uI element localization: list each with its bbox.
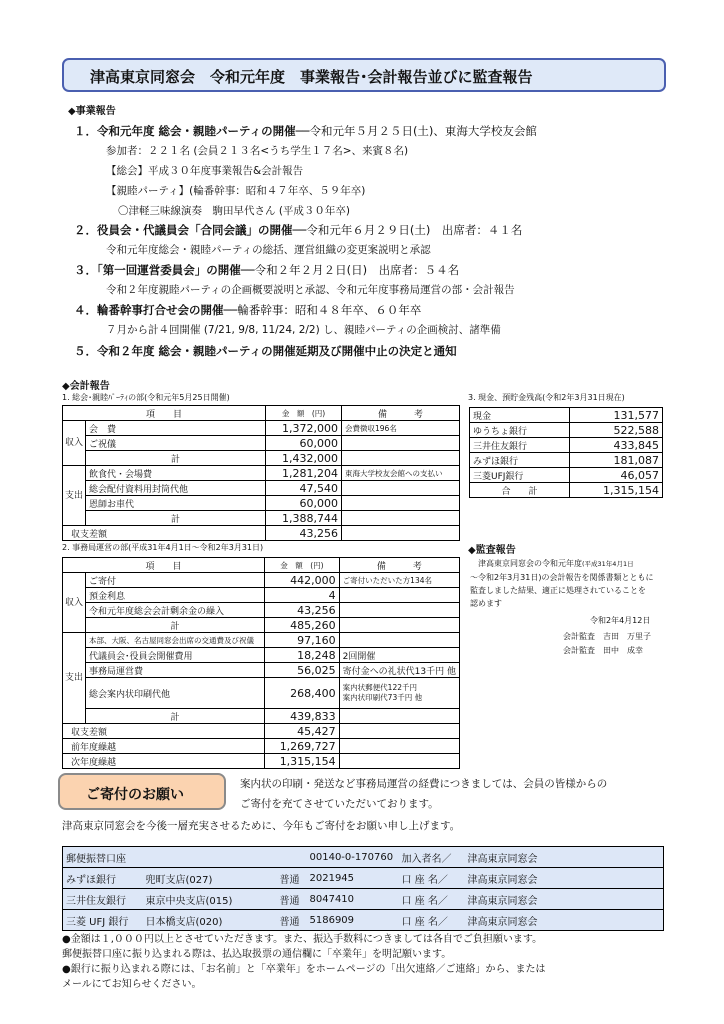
business-heading: ◆事業報告 <box>68 106 116 117</box>
table-row: 収支差額 43,256 <box>63 526 460 541</box>
col-header-amount: 金 額 (円) <box>266 406 342 421</box>
table-row: 三井住友銀行 東京中央支店(015) 普通 8047410 口 座 名／ 津高東京同窓会 <box>63 889 664 910</box>
donation-title: ご寄付のお願い <box>86 787 184 803</box>
business-item-1: １．令和元年度 総会・親睦パーティの開催──令和元年５月２５日(土)、東海大学校友会館 <box>74 124 537 138</box>
business-item-3: ３．「第一回運営委員会」の開催──令和２年２月２日(日) 出席者：５４名 <box>74 263 460 277</box>
table-row: 代議員会･役員会開催費用 18,248 2回開催 <box>63 648 460 663</box>
income-label: 収入 <box>63 421 86 466</box>
col-header-item: 項 目 <box>63 406 266 421</box>
donation-text-3: 津高東京同窓会を今後一層充実させるために、今年もご寄付をお願い申し上げます。 <box>62 820 461 832</box>
business-item-1-performance: 〇津軽三味線演奏 駒田早代さん (平成３０年卒) <box>118 205 351 217</box>
table-row: 現金 131,577 <box>470 408 663 423</box>
business-item-1-general: 【総会】平成３０年度事業報告&会計報告 <box>106 165 304 177</box>
table-row: 計 485,260 <box>63 618 460 633</box>
table2-caption: 2. 事務局運営の部(平成31年4月1日～令和2年3月31日) <box>62 543 264 552</box>
business-item-1-attendance: 参加者：２２１名 (会員２１３名<うち学生１７名>、来賓８名) <box>106 145 409 157</box>
table-row: 計 439,833 <box>63 709 460 724</box>
table-row: みずほ銀行 兜町支店(027) 普通 2021945 口 座 名／ 津高東京同窓会 <box>63 868 664 889</box>
table-row: 事務局運営費 56,025 寄付金への礼状代13千円 他 <box>63 663 460 678</box>
table-row: 支出 飲食代・会場費 1,281,204 東海大学校友会館への支払い <box>63 466 460 481</box>
table-row: 収支差額 45,427 <box>63 724 460 739</box>
office-operations-table: 項 目 金 額 (円) 備 考 収入 ご寄付 442,000 ご寄付いただいた方134名 預金利息 4 令和元年度総会会計剰余金の繰入 43,256 計 485,260 支出 本部、大阪、名古屋同窓会出席の交通費及び祝儀 97,160 代議員会･役員会開催費用 18,248 2回開催 事務局運営費 56,025 寄付金への礼状代13千円 他 総会案内状印刷代他 268,400 案内状郵便代122千円 案内状印刷代73千円 他 計 439,833 収支差額 45,427 前年度繰越 1,269,727 次年度繰越 1,315,154 <box>62 557 460 769</box>
audit-heading: ◆監査報告 <box>468 545 516 556</box>
balances-table <box>469 407 663 498</box>
income-label: 収入 <box>63 573 86 633</box>
table-row: 三井住友銀行 433,845 <box>470 438 663 453</box>
business-item-3-detail: 令和２年度親睦パーティの企画概要説明と承認、令和元年度事務局運営の部・会計報告 <box>106 284 515 296</box>
table-row: ゆうちょ銀行 522,588 <box>470 423 663 438</box>
table-row: 総会案内状印刷代他 268,400 案内状郵便代122千円 案内状印刷代73千円 他 <box>63 678 460 709</box>
table-row: 前年度繰越 1,269,727 <box>63 739 460 754</box>
audit-signature-2: 会計監査 田中 成幸 <box>563 646 643 655</box>
table-row: 計 1,432,000 <box>63 451 460 466</box>
table-row: 収入 会 費 1,372,000 会費徴収196名 <box>63 421 460 436</box>
bank-accounts-table <box>62 846 664 931</box>
table3-caption: 3. 現金、預貯金残高(令和2年3月31日現在) <box>468 393 625 402</box>
donation-text-1: 案内状の印刷・発送など事務局運営の経費につきましては、会員の皆様からの <box>240 778 608 790</box>
business-item-2: ２．役員会・代議員会「合同会議」の開催──令和元年６月２９日(土) 出席者：４１名 <box>74 223 523 237</box>
audit-date: 令和2年4月12日 <box>590 616 651 625</box>
table-row: 収入 ご寄付 442,000 ご寄付いただいた方134名 <box>63 573 460 588</box>
table-row: 三菱 UFJ 銀行 日本橋支店(020) 普通 5186909 口 座 名／ 津高東京同窓会 <box>63 910 664 931</box>
table1-caption: 1. 総会･親睦ﾊﾟｰﾃｨの部(令和元年5月25日開催) <box>62 393 230 402</box>
business-item-5: ５．令和２年度 総会・親睦パーティの開催延期及び開催中止の決定と通知 <box>74 344 457 358</box>
table-row: 総会配付資料用封筒代他 47,540 <box>63 481 460 496</box>
business-item-4-detail: ７月から計４回開催 (7/21, 9/8, 11/24, 2/2) し、親睦パーティの企画検討、諸準備 <box>106 324 501 336</box>
accounting-heading: ◆会計報告 <box>62 381 110 392</box>
table-row: みずほ銀行 181,087 <box>470 453 663 468</box>
table-row: 合 計 1,315,154 <box>470 483 663 498</box>
expense-label: 支出 <box>63 466 86 526</box>
page-title: 津高東京同窓会 令和元年度 事業報告･会計報告並びに監査報告 <box>90 68 533 86</box>
table-row: 次年度繰越 1,315,154 <box>63 754 460 769</box>
business-item-1-party: 【親睦パーティ】(輪番幹事：昭和４７年卒、５９年卒) <box>106 185 366 197</box>
table-row: ご祝儀 60,000 <box>63 436 460 451</box>
note-3: ●銀行に振り込まれる際には、「お名前」と「卒業年」をホームページの「出欠連絡／ご連絡」から、または <box>62 964 546 975</box>
general-meeting-table <box>62 405 460 541</box>
note-4: メールにてお知らせください。 <box>62 979 202 990</box>
audit-signature-1: 会計監査 吉田 万里子 <box>563 632 651 641</box>
table-row: 三菱UFJ銀行 46,057 <box>470 468 663 483</box>
donation-banner <box>58 773 226 810</box>
audit-text: 津高東京同窓会の令和元年度(平成31年4月1日 ～令和2年3月31日)の会計報告を関係書類とともに 監査しました結果、適正に処理されていることを 認めます <box>470 559 654 608</box>
table-row: 計 1,388,744 <box>63 511 460 526</box>
table-row: 預金利息 4 <box>63 588 460 603</box>
table-row: 恩師お車代 60,000 <box>63 496 460 511</box>
business-item-2-detail: 令和元年度総会・親睦パーティの総括、運営組織の変更案説明と承認 <box>106 244 431 256</box>
title-banner <box>62 58 666 92</box>
business-item-4: ４．輪番幹事打合せ会の開催──輪番幹事：昭和４８年卒、６０年卒 <box>74 303 422 317</box>
table-row: 令和元年度総会会計剰余金の繰入 43,256 <box>63 603 460 618</box>
note-1: ●金額は１,０００円以上とさせていただきます。また、振込手数料につきましては各自でご負担願います。 <box>62 934 543 945</box>
donation-text-2: ご寄付を充てさせていただいております。 <box>240 798 439 810</box>
table-row: 郵便振替口座 00140-0-170760 加入者名／ 津高東京同窓会 <box>63 847 664 868</box>
col-header-note: 備 考 <box>342 406 460 421</box>
table-row: 支出 本部、大阪、名古屋同窓会出席の交通費及び祝儀 97,160 <box>63 633 460 648</box>
expense-label: 支出 <box>63 633 86 724</box>
note-2: 郵便振替口座に振り込まれる際は、払込取扱票の通信欄に「卒業年」を明記願います。 <box>62 949 452 960</box>
